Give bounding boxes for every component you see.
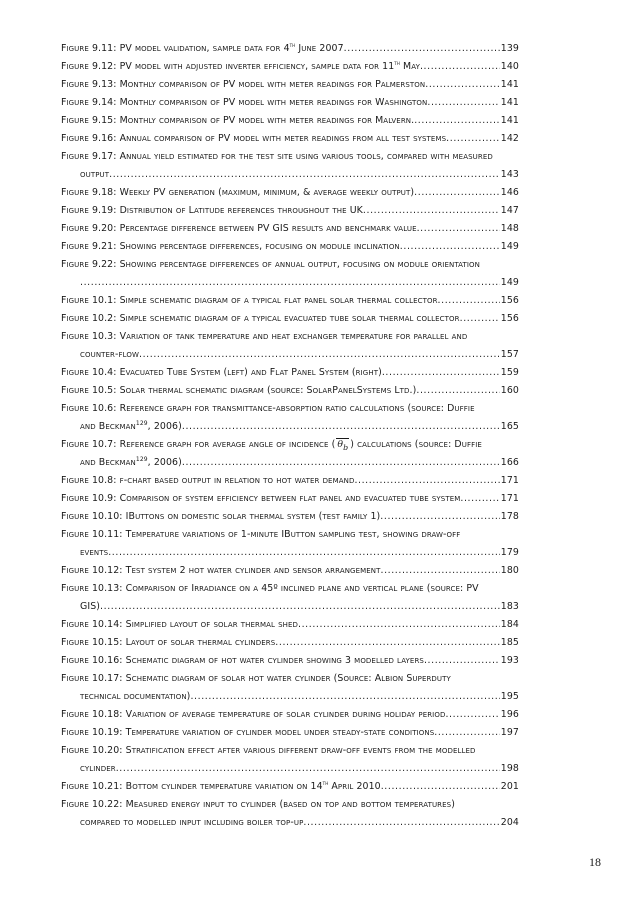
toc-line	[61, 310, 519, 328]
page-ref: 149	[500, 241, 519, 252]
entry-title	[61, 580, 479, 598]
entry-text: Stratification effect after various different draw-off events from the modelled	[125, 745, 476, 756]
superscript: th	[394, 59, 400, 67]
toc-entry-f919	[61, 202, 519, 220]
entry-text: Showing percentage differences of annual output, focusing on module orientation	[119, 259, 480, 270]
entry-title	[61, 652, 424, 670]
dot-leader	[80, 274, 500, 292]
entry-text: Percentage difference between PV GIS results and benchmark value	[119, 223, 417, 234]
page-ref: 193	[500, 655, 519, 666]
toc-entry-f912	[61, 58, 519, 76]
toc-line	[61, 724, 519, 742]
toc-line	[61, 382, 519, 400]
page-ref: 156	[500, 295, 519, 306]
toc-line	[61, 112, 519, 130]
toc-entry-f1012	[61, 562, 519, 580]
dot-leader	[414, 112, 500, 130]
entry-title-cont	[80, 166, 109, 184]
entry-text: Weekly PV generation (maximum, minimum, & average weekly output)	[119, 187, 415, 198]
dot-leader	[354, 472, 499, 490]
page-ref: 198	[500, 763, 519, 774]
figure-label: Figure 10.9:	[61, 493, 117, 504]
entry-text-cont: June 2007	[295, 43, 344, 54]
toc-entry-f1016	[61, 652, 519, 670]
toc-entry-f102	[61, 310, 519, 328]
figure-label: Figure 10.2:	[61, 313, 117, 324]
theta-letter: θ	[337, 439, 344, 450]
entry-text: technical documentation)	[80, 691, 191, 702]
figure-label: Figure 9.21:	[61, 241, 117, 252]
entry-title	[61, 76, 425, 94]
entry-title	[61, 526, 460, 544]
page-ref: 141	[500, 79, 519, 90]
figure-label: Figure 9.22:	[61, 259, 117, 270]
entry-text: PV model with adjusted inverter efficiency, sample data for 11	[119, 61, 395, 72]
entry-text: Annual comparison of PV model with meter readings from all test systems	[119, 133, 447, 144]
entry-title-cont	[80, 346, 139, 364]
list-of-figures	[61, 40, 519, 832]
toc-line	[61, 580, 519, 598]
dot-leader	[420, 58, 500, 76]
entry-title	[61, 562, 380, 580]
page-ref: 178	[500, 511, 519, 522]
page-ref: 141	[500, 115, 519, 126]
dot-leader	[400, 238, 500, 256]
figure-label: Figure 10.13:	[61, 583, 123, 594]
figure-label: Figure 9.20:	[61, 223, 117, 234]
figure-label: Figure 10.12:	[61, 565, 123, 576]
entry-text: , 2006)	[147, 421, 182, 432]
dot-leader	[303, 814, 499, 832]
entry-text: Simplified layout of solar thermal shed	[125, 619, 299, 630]
toc-entry-f1021	[61, 778, 519, 796]
figure-label: Figure 10.10:	[61, 511, 123, 522]
figure-label: Figure 10.8:	[61, 475, 117, 486]
dot-leader	[380, 508, 500, 526]
entry-title	[61, 472, 354, 490]
toc-entry-f1017	[61, 670, 519, 706]
entry-text: GIS)	[80, 601, 101, 612]
figure-label: Figure 10.14:	[61, 619, 123, 630]
figure-label: Figure 10.16:	[61, 655, 123, 666]
toc-line	[61, 616, 519, 634]
entry-title-cont	[80, 688, 190, 706]
toc-entry-f106	[61, 400, 519, 436]
page-ref: 204	[500, 817, 519, 828]
page-ref: 157	[500, 349, 519, 360]
entry-title	[61, 778, 381, 796]
toc-entry-f914	[61, 94, 519, 112]
toc-entry-f1015	[61, 634, 519, 652]
toc-line-continued	[61, 274, 519, 292]
figure-label: Figure 10.20:	[61, 745, 123, 756]
dot-leader	[275, 634, 500, 652]
page-ref: 171	[500, 475, 519, 486]
toc-entry-f107	[61, 436, 519, 472]
page-ref: 156	[500, 313, 519, 324]
figure-label: Figure 10.4:	[61, 367, 117, 378]
toc-line	[61, 364, 519, 382]
entry-title-cont	[80, 454, 182, 472]
dot-leader	[446, 130, 500, 148]
entry-text: and Beckman	[80, 457, 136, 468]
entry-title	[61, 220, 417, 238]
toc-entry-f1010	[61, 508, 519, 526]
dot-leader	[438, 292, 500, 310]
dot-leader	[344, 40, 500, 58]
entry-text: Variation of average temperature of solar cylinder during holiday period	[125, 709, 446, 720]
toc-entry-f913	[61, 76, 519, 94]
dot-leader	[109, 166, 500, 184]
page-ref: 166	[500, 457, 519, 468]
dot-leader	[298, 616, 500, 634]
entry-title	[61, 490, 460, 508]
toc-line	[61, 292, 519, 310]
toc-entry-f920	[61, 220, 519, 238]
entry-title	[61, 742, 475, 760]
entry-title-cont	[80, 760, 116, 778]
figure-label: Figure 9.17:	[61, 151, 117, 162]
page-ref: 139	[500, 43, 519, 54]
dot-leader	[182, 454, 500, 472]
dot-leader	[416, 382, 499, 400]
toc-entry-f1018	[61, 706, 519, 724]
entry-text: Solar thermal schematic diagram (source: SolarPanelSystems Ltd.)	[119, 385, 417, 396]
page-ref: 143	[500, 169, 519, 180]
figure-label: Figure 10.15:	[61, 637, 123, 648]
entry-title	[61, 364, 382, 382]
toc-line-continued	[61, 814, 519, 832]
superscript: th	[322, 779, 329, 787]
entry-title	[61, 382, 416, 400]
dot-leader	[445, 706, 499, 724]
toc-line	[61, 76, 519, 94]
toc-line	[61, 328, 519, 346]
toc-line-continued	[61, 598, 519, 616]
entry-text: PV model validation, sample data for 4	[119, 43, 290, 54]
dot-leader	[108, 544, 500, 562]
dot-leader	[139, 346, 500, 364]
page-ref: 201	[500, 781, 519, 792]
entry-text: , 2006)	[147, 457, 182, 468]
dot-leader	[460, 490, 499, 508]
dot-leader	[424, 652, 500, 670]
entry-title-cont	[80, 418, 182, 436]
toc-line	[61, 706, 519, 724]
toc-entry-f915	[61, 112, 519, 130]
toc-line	[61, 796, 519, 814]
entry-text: Annual yield estimated for the test site using various tools, compared with measured	[119, 151, 493, 162]
reference-superscript: 129	[135, 455, 148, 463]
figure-label: Figure 9.18:	[61, 187, 117, 198]
entry-text: Showing percentage differences, focusing on module inclination	[119, 241, 400, 252]
entry-title	[61, 40, 344, 58]
entry-title	[61, 634, 275, 652]
toc-entry-f1022	[61, 796, 519, 832]
dot-leader	[381, 778, 500, 796]
toc-entry-f916	[61, 130, 519, 148]
entry-text: Temperature variation of cylinder model under steady-state conditions	[125, 727, 435, 738]
dot-leader	[460, 310, 500, 328]
theta-symbol	[336, 438, 349, 453]
page-ref: 147	[500, 205, 519, 216]
toc-entry-f1013	[61, 580, 519, 616]
toc-line	[61, 58, 519, 76]
entry-title-cont	[80, 544, 108, 562]
entry-title	[61, 58, 420, 76]
toc-entry-f911	[61, 40, 519, 58]
entry-text: output	[80, 169, 110, 180]
entry-text: Simple schematic diagram of a typical evacuated tube solar thermal collector	[119, 313, 460, 324]
page-ref: 140	[500, 61, 519, 72]
entry-title	[61, 724, 434, 742]
page-ref: 197	[500, 727, 519, 738]
entry-title	[61, 508, 380, 526]
toc-entry-f108	[61, 472, 519, 490]
toc-entry-f922	[61, 256, 519, 292]
toc-line-continued	[61, 418, 519, 436]
reference-superscript: 129	[135, 419, 148, 427]
entry-title-cont	[80, 598, 100, 616]
toc-line-continued	[61, 346, 519, 364]
toc-entry-f101	[61, 292, 519, 310]
figure-label: Figure 10.3:	[61, 331, 117, 342]
page-ref: 184	[500, 619, 519, 630]
toc-line	[61, 742, 519, 760]
dot-leader	[100, 598, 500, 616]
figure-label: Figure 10.1:	[61, 295, 117, 306]
entry-title	[61, 238, 400, 256]
page-ref: 142	[500, 133, 519, 144]
toc-line	[61, 634, 519, 652]
toc-line	[61, 94, 519, 112]
superscript: th	[289, 41, 296, 49]
figure-label: Figure 10.11:	[61, 529, 123, 540]
figure-label: Figure 10.6:	[61, 403, 117, 414]
figure-label: Figure 9.13:	[61, 79, 117, 90]
entry-text: Evacuated Tube System (left) and Flat Panel System (right)	[119, 367, 382, 378]
entry-text: Schematic diagram of solar hot water cylinder (Source: Albion Superduty	[125, 673, 451, 684]
figure-label: Figure 10.22:	[61, 799, 123, 810]
entry-text: Comparison of Irradiance on a 45º inclined plane and vertical plane (source: PV	[125, 583, 479, 594]
toc-line-continued	[61, 544, 519, 562]
dot-leader	[427, 94, 499, 112]
toc-entry-f105	[61, 382, 519, 400]
page-ref: 195	[500, 691, 519, 702]
toc-line	[61, 130, 519, 148]
entry-text: and Beckman	[80, 421, 136, 432]
entry-text: Monthly comparison of PV model with meter readings for Malvern.	[119, 115, 415, 126]
figure-label: Figure 9.15:	[61, 115, 117, 126]
entry-title	[61, 130, 446, 148]
dot-leader	[182, 418, 500, 436]
entry-title	[61, 670, 451, 688]
toc-line	[61, 562, 519, 580]
figure-label: Figure 10.21:	[61, 781, 123, 792]
figure-label: Figure 9.19:	[61, 205, 117, 216]
toc-line	[61, 148, 519, 166]
entry-title	[61, 94, 427, 112]
toc-line-continued	[61, 688, 519, 706]
entry-title-cont	[80, 814, 303, 832]
toc-line	[61, 490, 519, 508]
entry-text: Schematic diagram of hot water cylinder showing 3 modelled layers	[125, 655, 424, 666]
entry-text: Variation of tank temperature and heat exchanger temperature for parallel and	[119, 331, 468, 342]
entry-text: Monthly comparison of PV model with meter readings for Palmerston	[119, 79, 426, 90]
toc-line	[61, 472, 519, 490]
dot-leader	[382, 364, 500, 382]
entry-text: Reference graph for transmittance-absorption ratio calculations (source: Duffie	[119, 403, 475, 414]
entry-title	[61, 436, 482, 454]
toc-line	[61, 436, 519, 454]
toc-line	[61, 184, 519, 202]
page-ref: 141	[500, 97, 519, 108]
entry-title	[61, 112, 414, 130]
toc-line	[61, 652, 519, 670]
entry-text-cont: ) calculations (source: Duffie	[350, 439, 482, 450]
dot-leader	[434, 724, 500, 742]
entry-text: Test system 2 hot water cylinder and sensor arrangement	[125, 565, 381, 576]
dot-leader	[417, 220, 500, 238]
figure-label: Figure 9.14:	[61, 97, 117, 108]
toc-entry-f1011	[61, 526, 519, 562]
page-ref: 148	[500, 223, 519, 234]
toc-line-continued	[61, 760, 519, 778]
dot-leader	[414, 184, 500, 202]
toc-line	[61, 508, 519, 526]
toc-entry-f1014	[61, 616, 519, 634]
entry-text: IButtons on domestic solar thermal system (test family 1)	[125, 511, 381, 522]
toc-entry-f917	[61, 148, 519, 184]
toc-entry-f1019	[61, 724, 519, 742]
dot-leader	[363, 202, 500, 220]
entry-text: Comparison of system efficiency between flat panel and evacuated tube system	[119, 493, 461, 504]
entry-text: Reference graph for average angle of incidence (	[119, 439, 336, 450]
entry-text: Distribution of Latitude references throughout the UK	[119, 205, 363, 216]
dot-leader	[425, 76, 500, 94]
figure-label: Figure 10.19:	[61, 727, 123, 738]
page-ref: 171	[500, 493, 519, 504]
entry-title	[61, 202, 363, 220]
entry-title	[61, 256, 480, 274]
page-ref: 159	[500, 367, 519, 378]
entry-text: events	[80, 547, 109, 558]
entry-text: Monthly comparison of PV model with meter readings for Washington	[119, 97, 428, 108]
page-ref: 146	[500, 187, 519, 198]
page-ref: 183	[500, 601, 519, 612]
entry-title	[61, 148, 493, 166]
entry-text: cylinder	[80, 763, 116, 774]
entry-text: compared to modelled input including boiler top-up	[80, 817, 304, 828]
entry-text: Temperature variations of 1-minute IButton sampling test, showing draw-off	[125, 529, 461, 540]
entry-title	[61, 706, 445, 724]
figure-label: Figure 9.16:	[61, 133, 117, 144]
toc-line-continued	[61, 166, 519, 184]
entry-text-cont: May	[399, 61, 420, 72]
toc-line	[61, 778, 519, 796]
figure-label: Figure 10.5:	[61, 385, 117, 396]
entry-text: counter-flow	[80, 349, 140, 360]
toc-line	[61, 670, 519, 688]
page-ref: 160	[500, 385, 519, 396]
figure-label: Figure 9.11:	[61, 43, 117, 54]
page-ref: 179	[500, 547, 519, 558]
toc-line	[61, 400, 519, 418]
entry-title	[61, 310, 460, 328]
entry-title	[61, 184, 414, 202]
toc-entry-f109	[61, 490, 519, 508]
toc-line	[61, 40, 519, 58]
page-ref: 196	[500, 709, 519, 720]
figure-label: Figure 10.7:	[61, 439, 117, 450]
toc-entry-f921	[61, 238, 519, 256]
toc-entry-f918	[61, 184, 519, 202]
toc-line	[61, 220, 519, 238]
toc-entry-f103	[61, 328, 519, 364]
entry-text: Measured energy input to cylinder (based on top and bottom temperatures)	[125, 799, 455, 810]
dot-leader	[380, 562, 499, 580]
toc-line	[61, 238, 519, 256]
entry-text: f-chart based output in relation to hot water demand	[119, 475, 355, 486]
theta-subscript: b	[343, 442, 349, 452]
figure-label: Figure 9.12:	[61, 61, 117, 72]
toc-line-continued	[61, 454, 519, 472]
toc-line	[61, 202, 519, 220]
entry-title	[61, 328, 467, 346]
page-ref: 180	[500, 565, 519, 576]
entry-text: Layout of solar thermal cylinders	[125, 637, 276, 648]
toc-entry-f104	[61, 364, 519, 382]
entry-text: Bottom cylinder temperature variation on 14	[125, 781, 323, 792]
entry-title	[61, 400, 475, 418]
figure-label: Figure 10.18:	[61, 709, 123, 720]
page-ref: 185	[500, 637, 519, 648]
dot-leader	[190, 688, 499, 706]
page-ref: 149	[500, 277, 519, 288]
entry-title	[61, 796, 455, 814]
entry-title	[61, 292, 438, 310]
toc-entry-f1020	[61, 742, 519, 778]
figure-label: Figure 10.17:	[61, 673, 123, 684]
toc-line	[61, 526, 519, 544]
entry-text: Simple schematic diagram of a typical flat panel solar thermal collector	[119, 295, 438, 306]
toc-line	[61, 256, 519, 274]
entry-text-cont: April 2010	[328, 781, 381, 792]
page-ref: 165	[500, 421, 519, 432]
dot-leader	[116, 760, 500, 778]
entry-title	[61, 616, 298, 634]
page-number: 18	[589, 855, 601, 869]
